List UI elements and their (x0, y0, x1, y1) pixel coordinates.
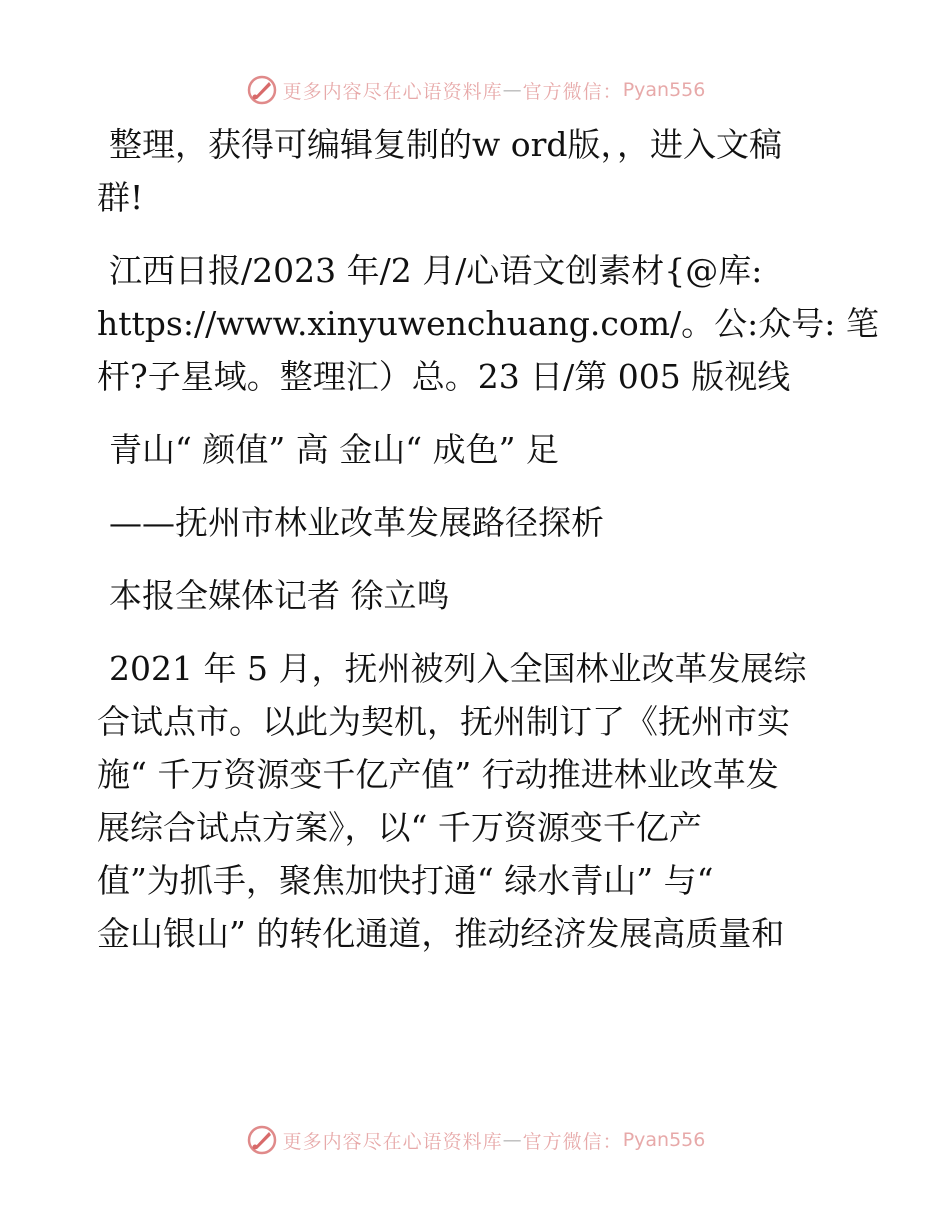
watermark-wechat-id: Pyan556 (622, 1129, 706, 1151)
body-line: 合试点市。以此为契机，抚州制订了《抚州市实 (97, 702, 790, 741)
source-line: 江西日报/2023 年/2 月/心语文创素材{@库: (109, 251, 763, 290)
watermark-wechat-id: Pyan556 (622, 79, 706, 101)
body-line: 金山银山” 的转化通道，推动经济发展高质量和 (97, 914, 785, 953)
quill-logo-icon (245, 73, 279, 107)
body-line: 展综合试点方案》，以“ 千万资源变千亿产 (97, 808, 702, 847)
byline (97, 569, 857, 622)
body-line: 值”为抓手，聚焦加快打通“ 绿水青山” 与“ (97, 861, 714, 900)
header-watermark (0, 70, 950, 110)
intro-line: 群! (97, 178, 144, 217)
headline (97, 423, 857, 476)
document-body (97, 118, 879, 980)
source-line: 杆?子星域。整理汇）总。23 日/第 005 版视线 (97, 357, 791, 396)
body-line: 2021 年 5 月，抚州被列入全国林业改革发展综 (109, 649, 807, 688)
headline-text: 青山“ 颜值” 高 金山“ 成色” 足 (109, 430, 559, 469)
subheadline-text: ——抚州市林业改革发展路径探析 (109, 503, 604, 542)
watermark-main-text: 更多内容尽在心语资料库 (282, 80, 503, 103)
watermark-main-text: 更多内容尽在心语资料库 (282, 1130, 503, 1153)
source-line: https://www.xinyuwenchuang.com/。公:众号: 笔 (97, 304, 879, 343)
intro-line: 整理，获得可编辑复制的w ord版，，进入文稿 (109, 125, 783, 164)
byline-text: 本报全媒体记者 徐立鸣 (109, 576, 450, 615)
subheadline (97, 496, 857, 549)
watermark-separator: — (502, 1129, 523, 1151)
footer-watermark (0, 1120, 950, 1160)
watermark-sub-text: 官方微信： (522, 1130, 623, 1153)
intro-paragraph (97, 118, 857, 224)
source-paragraph (97, 244, 879, 403)
watermark-sub-text: 官方微信： (522, 80, 623, 103)
watermark-separator: — (502, 79, 523, 101)
body-line: 施“ 千万资源变千亿产值” 行动推进林业改革发 (97, 755, 779, 794)
quill-logo-icon (245, 1123, 279, 1157)
body-paragraph (97, 642, 857, 960)
